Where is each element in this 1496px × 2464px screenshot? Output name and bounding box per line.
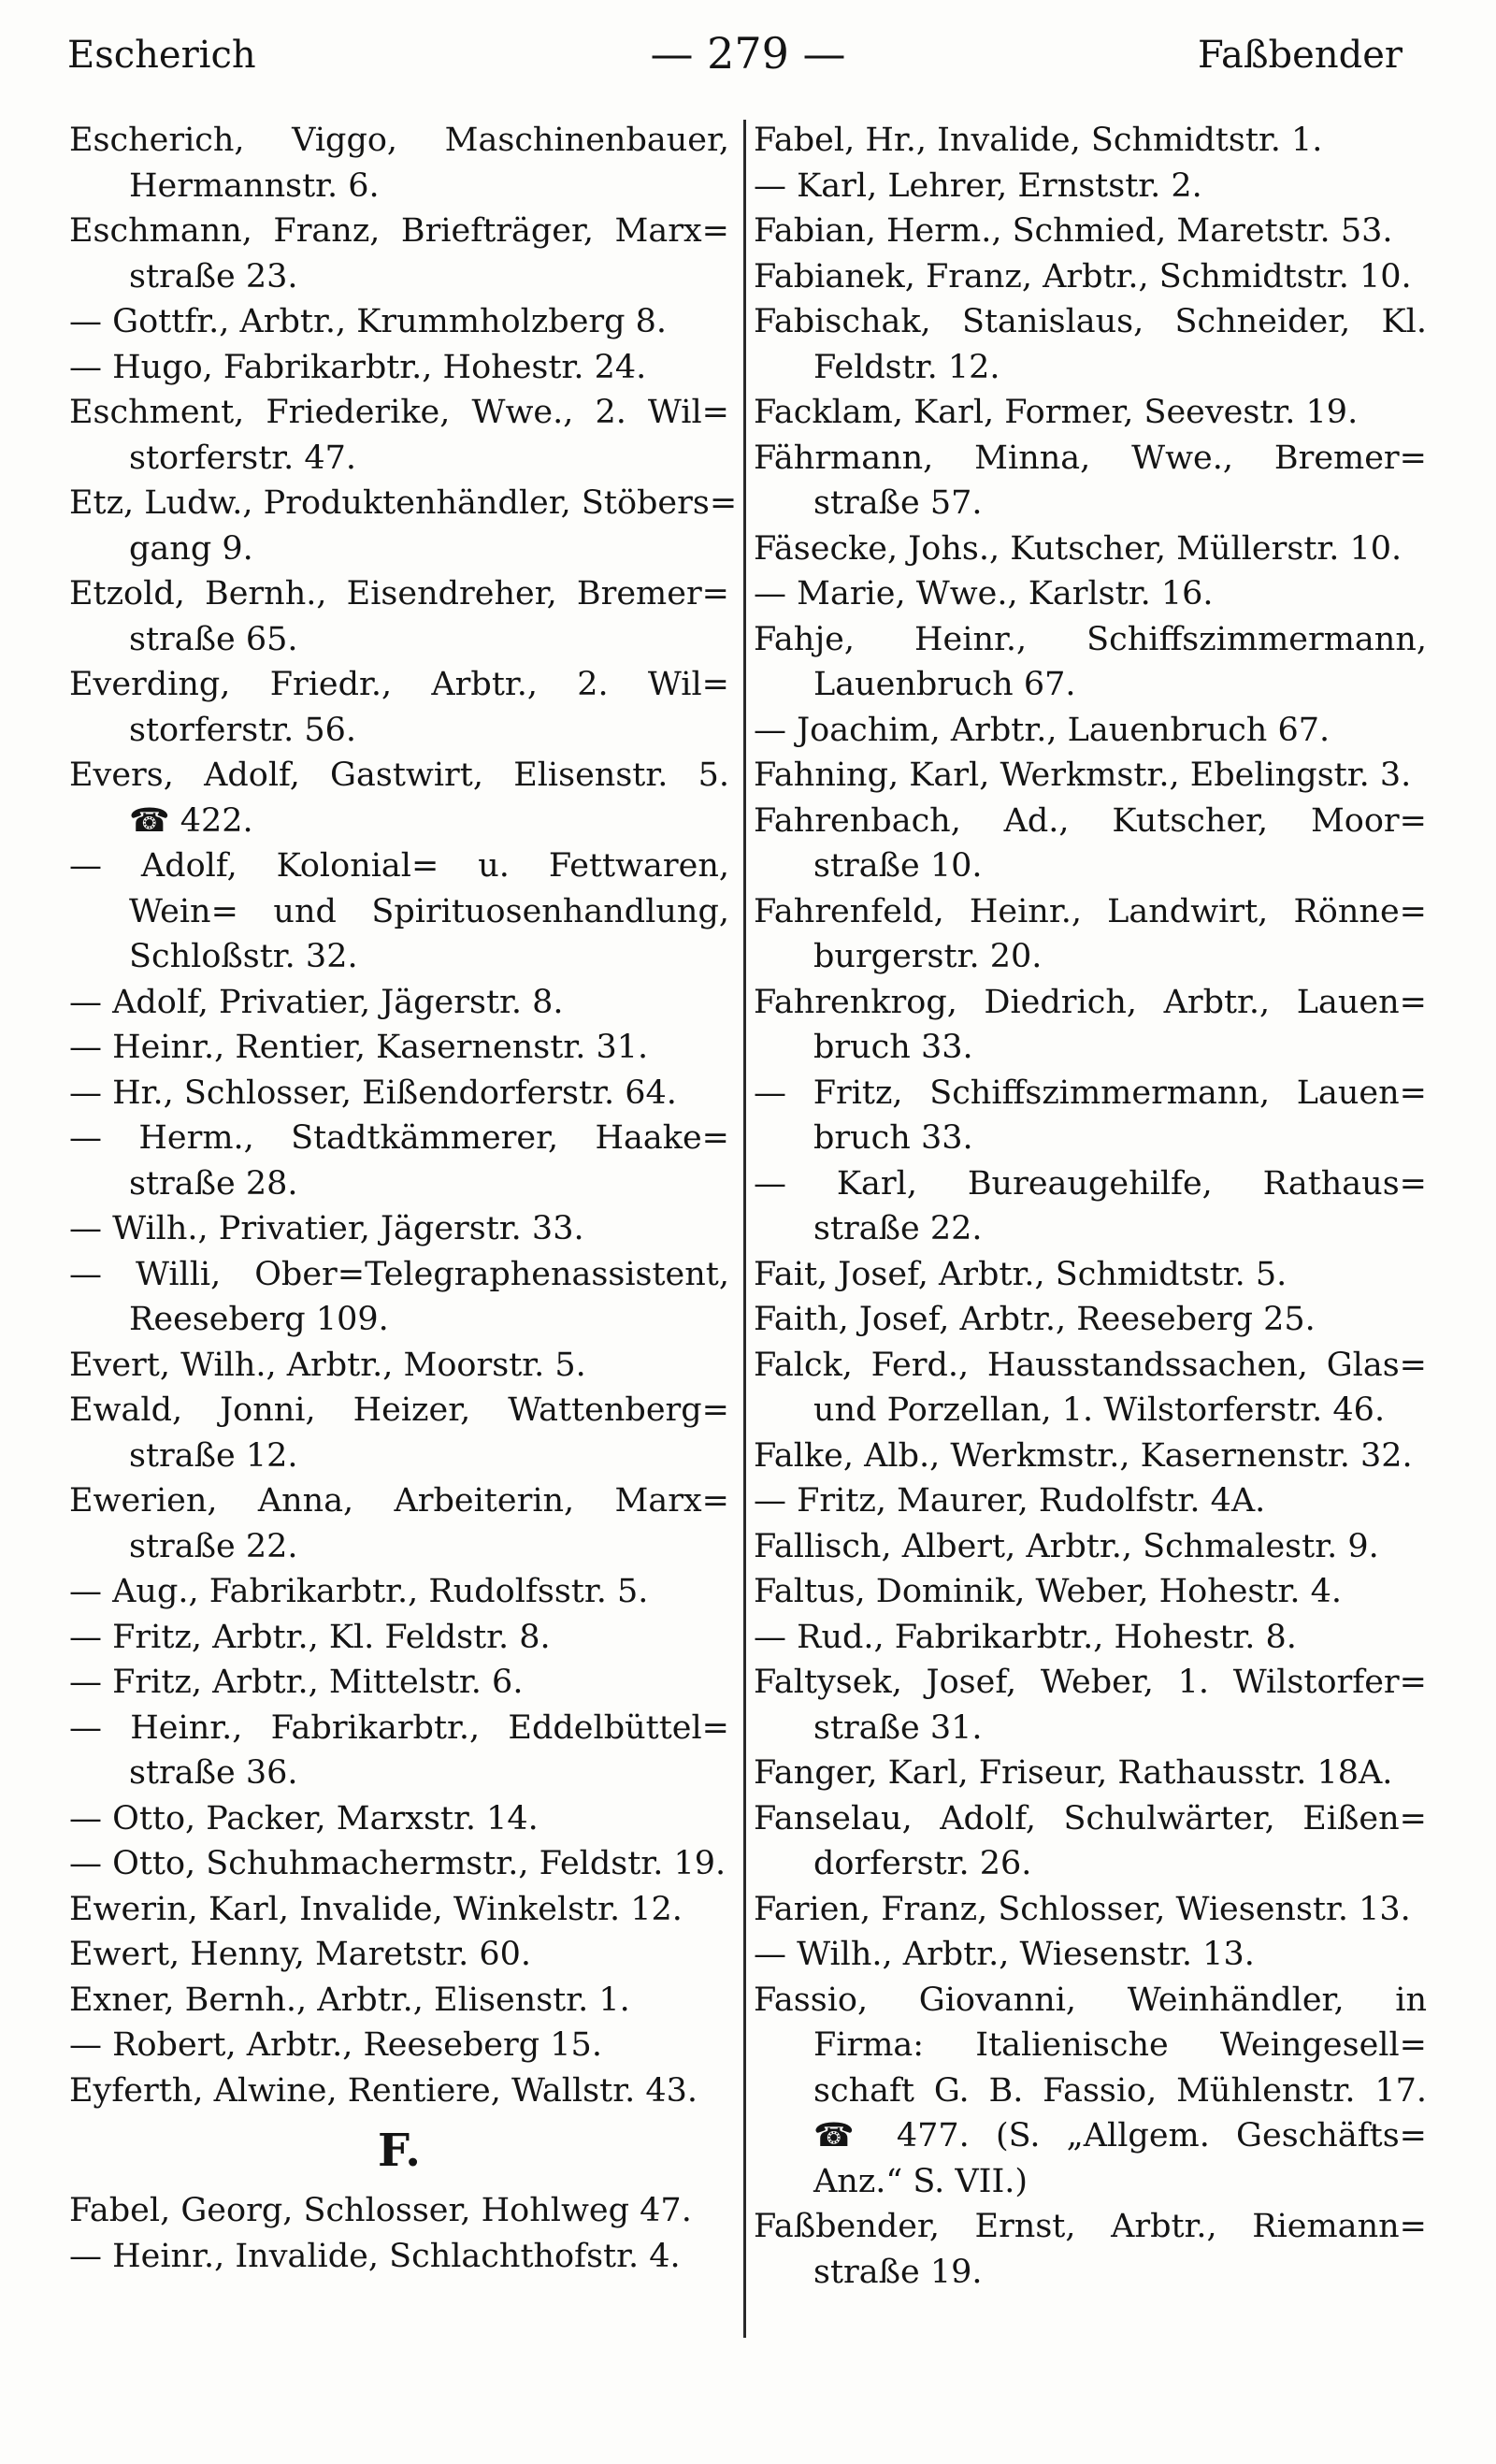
directory-entry [69, 1978, 729, 2024]
directory-entry [69, 1206, 729, 1252]
directory-entry [69, 1706, 729, 1796]
entry-line: Fäsecke, Johs., Kutscher, Müllerstr. 10. [754, 529, 1402, 568]
entry-line: — Herm., Stadtkämmerer, Haake= [69, 1119, 729, 1157]
entry-line: Fahrenbach, Ad., Kutscher, Moor= [754, 801, 1427, 840]
entry-line: Reeseberg 109. [129, 1301, 389, 1338]
directory-entry [754, 1615, 1427, 1661]
directory-entry [69, 1841, 729, 1887]
entry-line: — Hugo, Fabrikarbtr., Hohestr. 24. [69, 348, 647, 386]
entry-line: Fassio, Giovanni, Weinhändler, in [754, 1981, 1427, 2019]
directory-entry [69, 1071, 729, 1117]
entry-line: burgerstr. 20. [813, 938, 1043, 975]
left-entries-after [69, 2188, 729, 2279]
directory-entry [69, 2234, 729, 2280]
entry-line: Facklam, Karl, Former, Seevestr. 19. [754, 394, 1359, 431]
entry-line: straße 10. [813, 847, 983, 885]
entry-line: Wein= und Spirituosenhandlung, [129, 892, 729, 930]
entry-line: storferstr. 56. [129, 711, 357, 749]
entry-line: — Marie, Wwe., Karlstr. 16. [754, 575, 1214, 612]
directory-entry [754, 2204, 1427, 2295]
directory-entry [754, 571, 1427, 617]
directory-entry [754, 1660, 1427, 1751]
entry-line: Fährmann, Minna, Wwe., Bremer= [754, 439, 1427, 477]
entry-line: Faltus, Dominik, Weber, Hohestr. 4. [754, 1573, 1342, 1610]
entry-line: Evert, Wilh., Arbtr., Moorstr. 5. [69, 1346, 586, 1384]
directory-entry [69, 1025, 729, 1071]
entry-line: Eschment, Friederike, Wwe., 2. Wil= [69, 394, 729, 431]
directory-entry [754, 799, 1427, 889]
entry-line: Eyferth, Alwine, Rentiere, Wallstr. 43. [69, 2071, 698, 2110]
entry-line: — Adolf, Kolonial= u. Fettwaren, [69, 847, 729, 885]
directory-entry [754, 390, 1427, 436]
directory-entry [754, 1887, 1427, 1933]
directory-entry [754, 753, 1427, 799]
directory-entry [754, 164, 1427, 209]
entry-line: Ewald, Jonni, Heizer, Wattenberg= [69, 1391, 729, 1429]
entry-line: — Heinr., Invalide, Schlachthofstr. 4. [69, 2237, 681, 2275]
left-column [69, 118, 738, 2279]
entry-line: und Porzellan, 1. Wilstorferstr. 46. [813, 1391, 1386, 1429]
directory-entry [69, 843, 729, 980]
entry-line: straße 23. [129, 257, 298, 295]
header-right-catchword: Faßbender [1197, 34, 1402, 77]
entry-line: Farien, Franz, Schlosser, Wiesenstr. 13. [754, 1890, 1411, 1928]
directory-entry [69, 1932, 729, 1978]
directory-entry [754, 526, 1427, 572]
entry-line: — Wilh., Privatier, Jägerstr. 33. [69, 1210, 584, 1247]
page-number: — 279 — [650, 28, 846, 79]
entry-line: Eschmann, Franz, Briefträger, Marx= [69, 212, 729, 250]
entry-line: straße 65. [129, 620, 298, 658]
entry-line: Lauenbruch 67. [813, 666, 1076, 703]
directory-entry [69, 2068, 729, 2114]
directory-entry [754, 1751, 1427, 1796]
entry-line: — Robert, Arbtr., Reeseberg 15. [69, 2026, 602, 2064]
directory-entry [754, 1252, 1427, 1298]
entry-line: Fabischak, Stanislaus, Schneider, Kl. [754, 303, 1427, 340]
entry-line: Fabel, Hr., Invalide, Schmidtstr. 1. [754, 122, 1323, 159]
directory-entry [69, 390, 729, 481]
directory-entry [754, 1161, 1427, 1252]
entry-line: schaft G. B. Fassio, Mühlenstr. 17. [813, 2071, 1427, 2110]
entry-line: straße 22. [813, 1210, 983, 1247]
directory-entry [754, 617, 1427, 708]
entry-line: — Aug., Fabrikarbtr., Rudolfsstr. 5. [69, 1573, 649, 1610]
directory-entry [69, 980, 729, 1026]
entry-line: straße 31. [813, 1708, 983, 1747]
entry-line: — Karl, Bureaugehilfe, Rathaus= [754, 1164, 1427, 1203]
entry-line: — Heinr., Fabrikarbtr., Eddelbüttel= [69, 1708, 729, 1747]
directory-entry [69, 1116, 729, 1206]
directory-entry [754, 436, 1427, 526]
entry-line: Fabian, Herm., Schmied, Maretstr. 53. [754, 212, 1393, 250]
entry-line: Ewerien, Anna, Arbeiterin, Marx= [69, 1482, 729, 1520]
entry-line: Fait, Josef, Arbtr., Schmidtstr. 5. [754, 1255, 1287, 1293]
entry-line: Fanger, Karl, Friseur, Rathausstr. 18A. [754, 1754, 1393, 1792]
directory-entry [754, 1434, 1427, 1479]
entry-line: — Otto, Packer, Marxstr. 14. [69, 1799, 539, 1837]
entry-line: Exner, Bernh., Arbtr., Elisenstr. 1. [69, 1981, 630, 2019]
entry-line: gang 9. [129, 529, 253, 568]
entry-line: Etz, Ludw., Produktenhändler, Stöbers= [69, 484, 738, 522]
entry-line: — Fritz, Schiffszimmermann, Lauen= [754, 1073, 1427, 1112]
left-entries [69, 118, 738, 2113]
entry-line: Hermannstr. 6. [129, 166, 380, 205]
directory-entry [754, 1932, 1427, 1978]
entry-line: straße 28. [129, 1164, 298, 1203]
directory-entry [69, 1569, 729, 1615]
directory-entry [69, 1388, 729, 1478]
directory-entry [754, 889, 1427, 980]
directory-entry [69, 481, 738, 571]
entry-line: Fahje, Heinr., Schiffszimmermann, [754, 620, 1427, 658]
entry-line: Firma: Italienische Weingesell= [813, 2026, 1427, 2064]
directory-entry [69, 1615, 729, 1661]
entry-line: Etzold, Bernh., Eisendreher, Bremer= [69, 575, 729, 612]
entry-line: straße 36. [129, 1754, 298, 1792]
entry-line: Everding, Friedr., Arbtr., 2. Wil= [69, 666, 729, 703]
directory-entry [754, 209, 1427, 254]
entry-line: Faßbender, Ernst, Arbtr., Riemann= [754, 2208, 1427, 2245]
entry-line: Evers, Adolf, Gastwirt, Elisenstr. 5. [69, 756, 729, 794]
entry-line: — Rud., Fabrikarbtr., Hohestr. 8. [754, 1618, 1297, 1656]
entry-line: Fanselau, Adolf, Schulwärter, Eißen= [754, 1799, 1427, 1837]
entry-line: Schloßstr. 32. [129, 938, 358, 975]
directory-entry [69, 571, 729, 662]
entry-line: — Heinr., Rentier, Kasernenstr. 31. [69, 1029, 649, 1066]
directory-entry [69, 662, 729, 753]
entry-line: bruch 33. [813, 1119, 973, 1157]
entry-line: ☎ 477. (S. „Allgem. Geschäfts= [813, 2117, 1427, 2154]
entry-line: — Adolf, Privatier, Jägerstr. 8. [69, 983, 564, 1021]
entry-line: bruch 33. [813, 1029, 973, 1066]
directory-entry [754, 1478, 1427, 1524]
directory-entry [69, 1887, 729, 1933]
entry-line: Fahning, Karl, Werkmstr., Ebelingstr. 3. [754, 756, 1412, 794]
directory-entry [69, 2023, 729, 2068]
directory-entry [69, 1343, 729, 1389]
directory-entry [754, 1524, 1427, 1570]
entry-line: Ewert, Henny, Maretstr. 60. [69, 1936, 531, 1973]
directory-entry [69, 1660, 729, 1706]
entry-line: straße 57. [813, 484, 983, 522]
directory-entry [754, 980, 1427, 1071]
directory-entry [754, 1071, 1427, 1161]
entry-line: storferstr. 47. [129, 439, 357, 477]
entry-line: Escherich, Viggo, Maschinenbauer, [69, 122, 729, 159]
entry-line: Fabianek, Franz, Arbtr., Schmidtstr. 10. [754, 257, 1412, 295]
entry-line: Fahrenfeld, Heinr., Landwirt, Rönne= [754, 892, 1427, 930]
entry-line: ☎ 422. [129, 801, 253, 840]
entry-line: — Joachim, Arbtr., Lauenbruch 67. [754, 711, 1331, 749]
entry-line: Ewerin, Karl, Invalide, Winkelstr. 12. [69, 1890, 683, 1928]
entry-line: straße 12. [129, 1436, 298, 1475]
right-entries [754, 118, 1427, 2295]
directory-entry [754, 1796, 1427, 1887]
entry-line: Faith, Josef, Arbtr., Reeseberg 25. [754, 1301, 1316, 1338]
entry-line: Feldstr. 12. [813, 348, 1000, 386]
entry-line: Fallisch, Albert, Arbtr., Schmalestr. 9. [754, 1527, 1379, 1565]
entry-line: Fahrenkrog, Diedrich, Arbtr., Lauen= [754, 983, 1427, 1021]
directory-entry [754, 708, 1427, 754]
section-letter: F. [378, 2125, 421, 2177]
directory-entry [754, 118, 1427, 164]
directory-entry [69, 299, 729, 345]
entry-line: — Fritz, Maurer, Rudolfstr. 4A. [754, 1482, 1266, 1520]
right-column [754, 118, 1427, 2295]
header-left-catchword: Escherich [67, 34, 256, 77]
directory-entry [754, 1569, 1427, 1615]
directory-entry [69, 753, 729, 843]
entry-line: Falke, Alb., Werkmstr., Kasernenstr. 32. [754, 1436, 1413, 1475]
entry-line: Falck, Ferd., Hausstandssachen, Glas= [754, 1346, 1427, 1384]
directory-entry [69, 209, 729, 299]
entry-line: — Otto, Schuhmachermstr., Feldstr. 19. [69, 1845, 726, 1882]
directory-entry [69, 2188, 729, 2234]
directory-entry [69, 1252, 729, 1343]
directory-entry [754, 1297, 1427, 1343]
directory-entry [754, 1978, 1427, 2205]
entry-line: — Hr., Schlosser, Eißendorferstr. 64. [69, 1073, 677, 1112]
directory-entry [69, 345, 729, 391]
directory-entry [754, 254, 1427, 300]
directory-entry [69, 118, 729, 209]
entry-line: Fabel, Georg, Schlosser, Hohlweg 47. [69, 2192, 692, 2229]
entry-line: Anz.“ S. VII.) [813, 2162, 1028, 2200]
entry-line: — Wilh., Arbtr., Wiesenstr. 13. [754, 1936, 1255, 1973]
entry-line: straße 19. [813, 2253, 983, 2291]
entry-line: — Fritz, Arbtr., Kl. Feldstr. 8. [69, 1618, 551, 1656]
entry-line: — Fritz, Arbtr., Mittelstr. 6. [69, 1664, 524, 1701]
column-divider [743, 120, 746, 2338]
entry-line: — Gottfr., Arbtr., Krummholzberg 8. [69, 303, 668, 340]
entry-line: straße 22. [129, 1527, 298, 1565]
entry-line: dorferstr. 26. [813, 1845, 1032, 1882]
directory-entry [754, 1343, 1427, 1434]
directory-entry [69, 1478, 729, 1569]
directory-entry [754, 299, 1427, 390]
directory-entry [69, 1796, 729, 1842]
entry-line: Faltysek, Josef, Weber, 1. Wilstorfer= [754, 1664, 1427, 1701]
entry-line: — Karl, Lehrer, Ernststr. 2. [754, 166, 1202, 205]
entry-line: — Willi, Ober=Telegraphenassistent, [69, 1255, 729, 1293]
